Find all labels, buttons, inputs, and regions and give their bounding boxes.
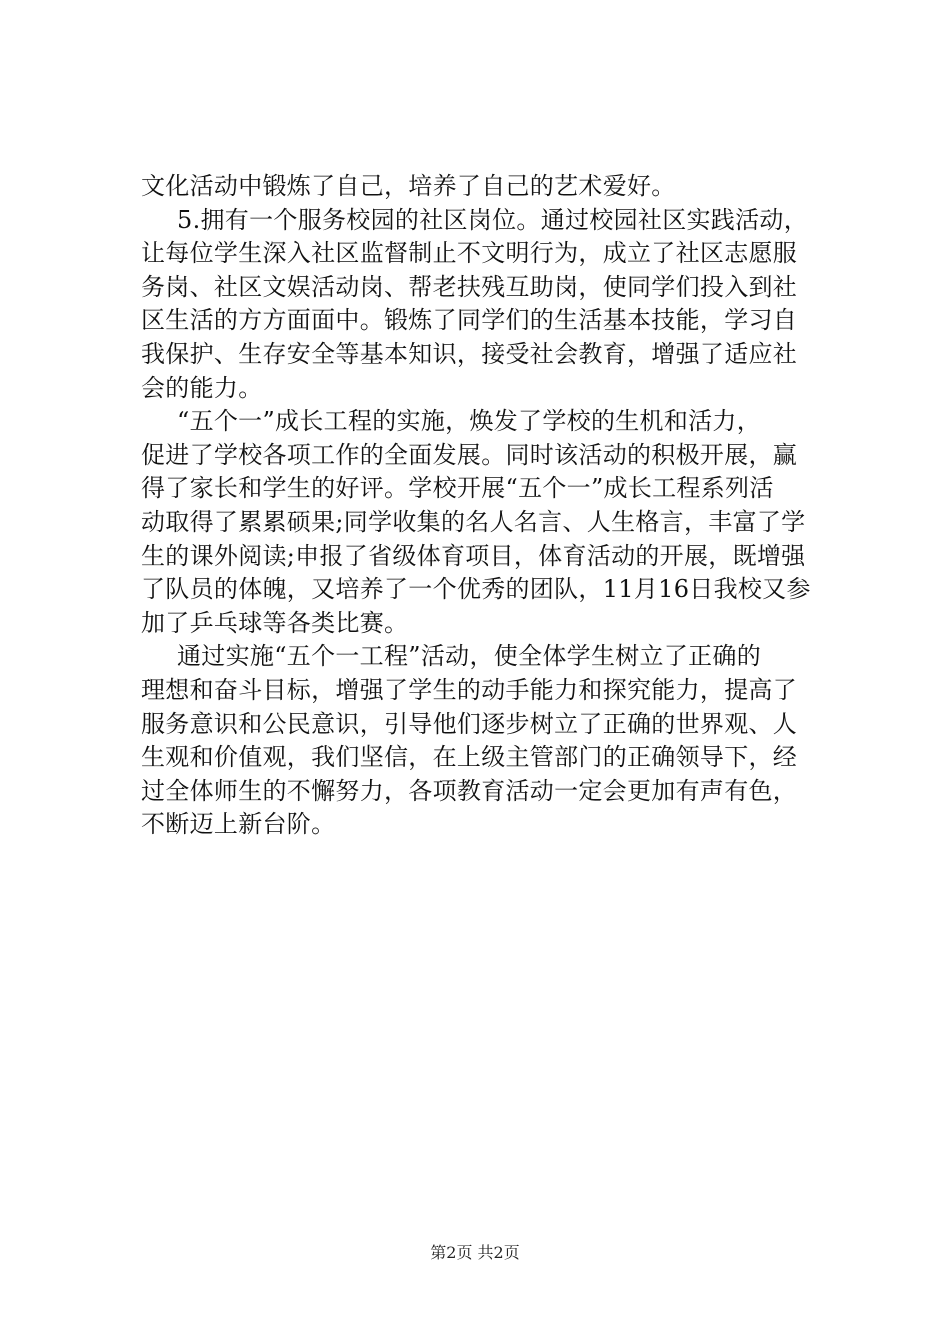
text-line: 理想和奋斗目标，增强了学生的动手能力和探究能力，提高了: [141, 675, 798, 704]
text-line: 服务意识和公民意识，引导他们逐步树立了正确的世界观、人: [141, 709, 798, 738]
text-line: 生观和价值观，我们坚信，在上级主管部门的正确领导下，经: [141, 743, 798, 772]
paragraph-start-line: 5.拥有一个服务校园的社区岗位。通过校园社区实践活动，: [177, 205, 808, 234]
text-line: 生的课外阅读;申报了省级体育项目，体育活动的开展，既增强: [141, 541, 806, 570]
text-line: 区生活的方方面面中。锻炼了同学们的生活基本技能，学习自: [141, 306, 798, 335]
text-line: 不断迈上新台阶。: [141, 810, 336, 839]
text-line: 让每位学生深入社区监督制止不文明行为，成立了社区志愿服: [141, 239, 798, 268]
text-line: 务岗、社区文娱活动岗、帮老扶残互助岗，使同学们投入到社: [141, 272, 798, 301]
paragraph-start-line: “五个一”成长工程的实施，焕发了学校的生机和活力，: [177, 407, 762, 436]
text-line: 了队员的体魄，又培养了一个优秀的团队，11月16日我校又参: [141, 575, 811, 604]
text-line: 得了家长和学生的好评。学校开展“五个一”成长工程系列活: [141, 474, 774, 503]
paragraph-start-line: 通过实施“五个一工程”活动，使全体学生树立了正确的: [177, 642, 762, 671]
text-line: 过全体师生的不懈努力，各项教育活动一定会更加有声有色，: [141, 776, 798, 805]
text-line: 动取得了累累硕果;同学收集的名人名言、人生格言，丰富了学: [141, 507, 806, 536]
text-line: 会的能力。: [141, 373, 263, 402]
text-line: 促进了学校各项工作的全面发展。同时该活动的积极开展，赢: [141, 440, 798, 469]
text-line: 文化活动中锻炼了自己，培养了自己的艺术爱好。: [141, 172, 676, 200]
page-footer: [0, 1242, 950, 1264]
text-line: 我保护、生存安全等基本知识，接受社会教育，增强了适应社: [141, 339, 798, 368]
text-line: 加了乒乓球等各类比赛。: [141, 608, 409, 637]
document-body: [141, 170, 831, 842]
page-number-label: 第2页 共2页: [430, 1243, 520, 1262]
